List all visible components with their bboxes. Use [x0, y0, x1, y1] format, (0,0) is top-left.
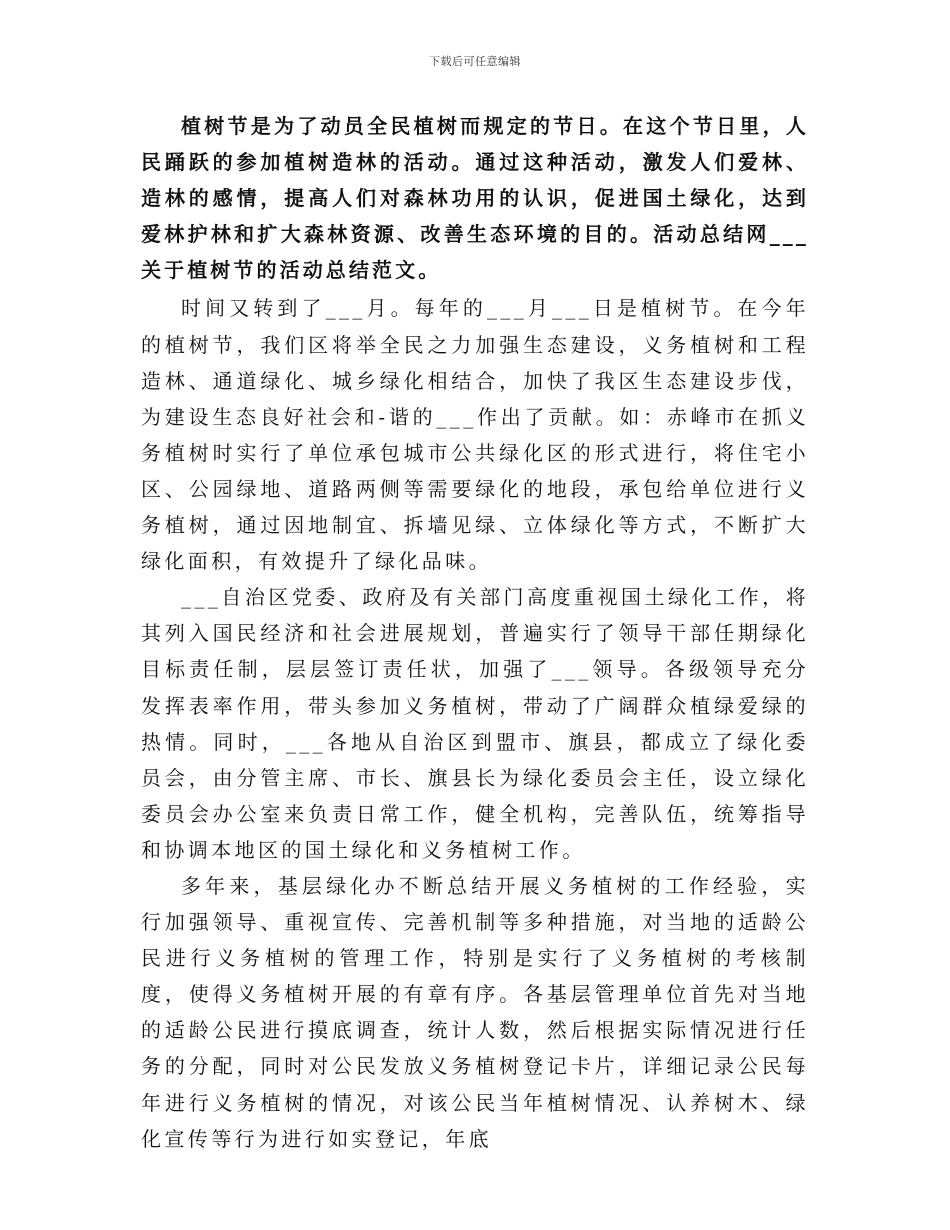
body-paragraph: 时间又转到了___月。每年的___月___日是植树节。在今年的植树节，我们区将举全民之力加强生态建设，义务植树和工程造林、通道绿化、城乡绿化相结合，加快了我区生态建设步伐，为建设生态良好社会和-谐的___作出了贡献。如：赤峰市在抓义务植树时实行了单位承包城市公共绿化区的形式进行，将住宅小区、公园绿地、道路两侧等需要绿化的地段，承包给单位进行义务植树，通过因地制宜、拆墙见绿、立体绿化等方式，不断扩大绿化面积，有效提升了绿化品味。 — [141, 296, 809, 574]
intro-paragraph: 植树节是为了动员全民植树而规定的节日。在这个节日里，人民踊跃的参加植树造林的活动。通过这种活动，激发人们爱林、造林的感情，提高人们对森林功用的认识，促进国土绿化，达到爱林护林和扩大森林资源、改善生态环境的目的。活动总结网___关于植树节的活动总结范文。 — [141, 114, 809, 283]
body-paragraph: 多年来，基层绿化办不断总结开展义务植树的工作经验，实行加强领导、重视宣传、完善机制等多种措施，对当地的适龄公民进行义务植树的管理工作，特别是实行了义务植树的考核制度，使得义务植树开展的有章有序。各基层管理单位首先对当地的适龄公民进行摸底调查，统计人数，然后根据实际情况进行任务的分配，同时对公民发放义务植树登记卡片，详细记录公民每年进行义务植树的情况，对该公民当年植树情况、认养树木、绿化宣传等行为进行如实登记，年底 — [141, 873, 809, 1151]
body-paragraph: ___自治区党委、政府及有关部门高度重视国土绿化工作，将其列入国民经济和社会进展规划，普遍实行了领导干部任期绿化目标责任制，层层签订责任状，加强了___领导。各级领导充分发挥表率作用，带头参加义务植树，带动了广阔群众植绿爱绿的热情。同时，___各地从自治区到盟市、旗县，都成立了绿化委员会，由分管主席、市长、旗县长为绿化委员会主任，设立绿化委员会办公室来负责日常工作，健全机构，完善队伍，统筹指导和协调本地区的国土绿化和义务植树工作。 — [141, 585, 809, 862]
document-body — [141, 108, 809, 1157]
page-header: 下载后可任意编辑 — [429, 55, 521, 68]
